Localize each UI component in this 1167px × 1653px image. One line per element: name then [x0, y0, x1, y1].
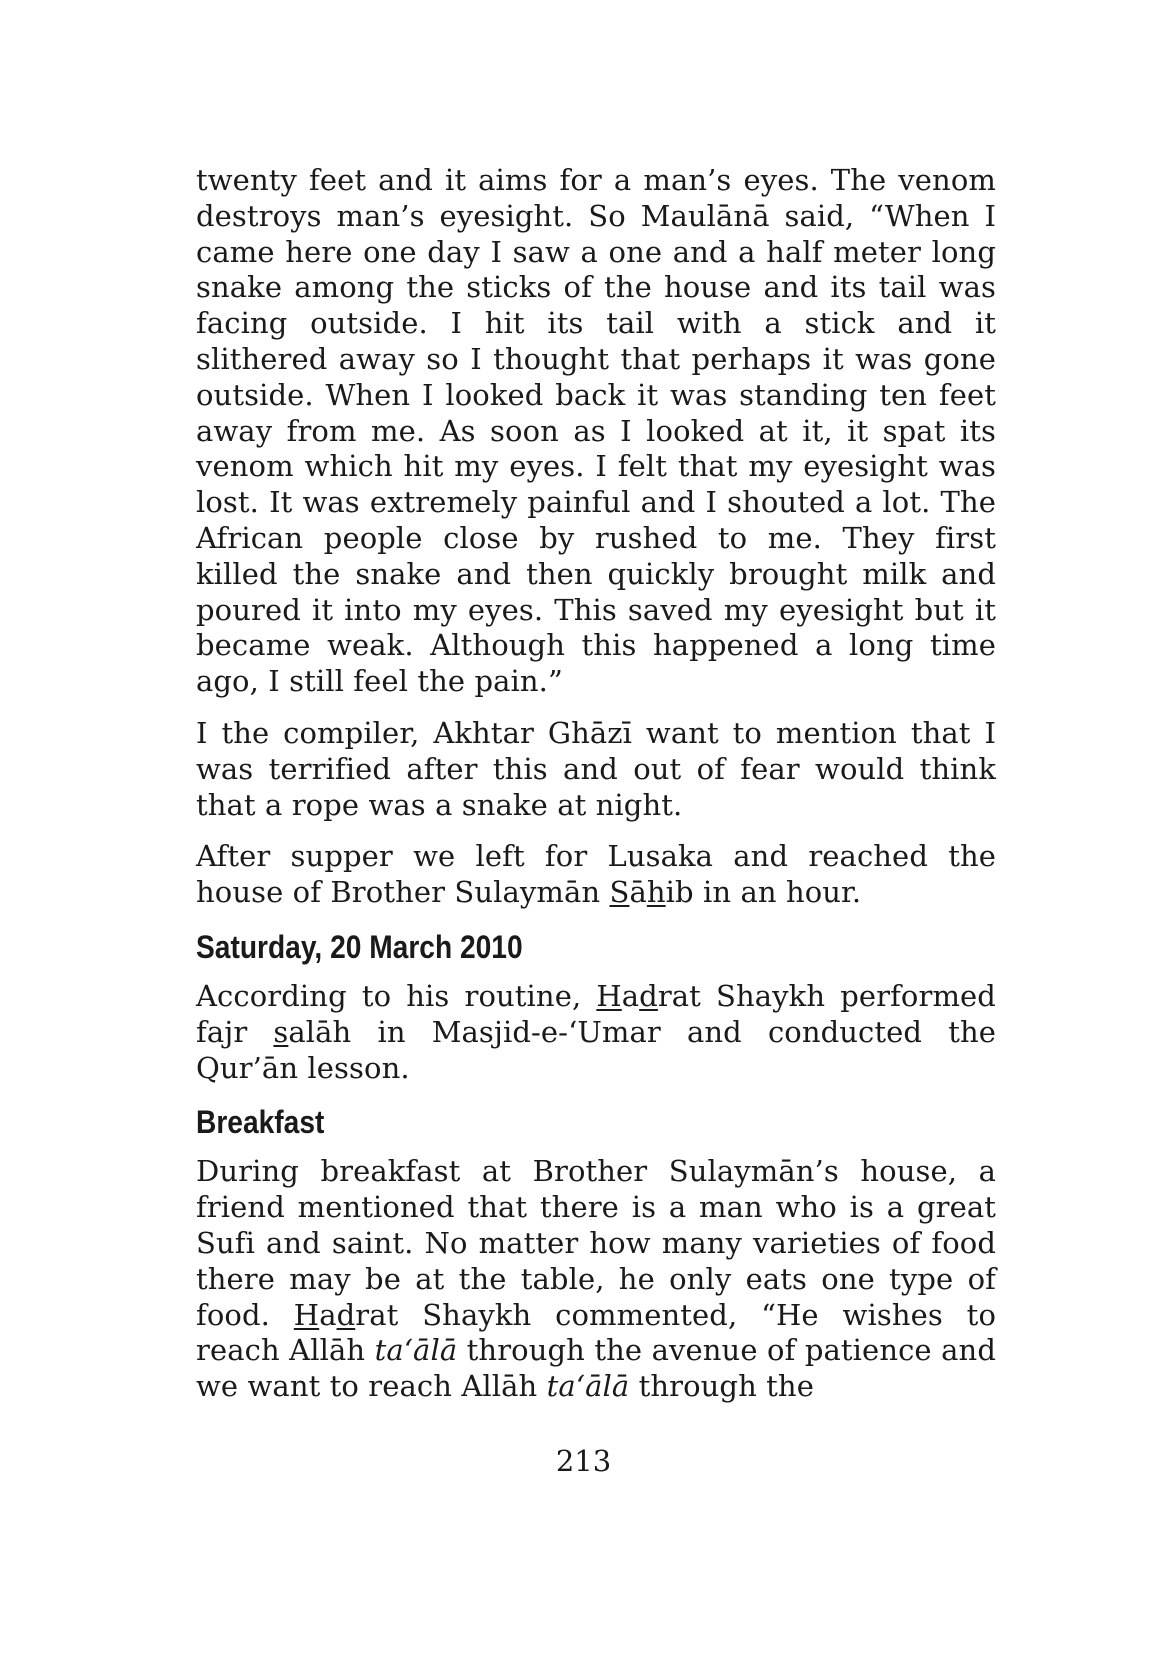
underlined-letter: S: [609, 875, 630, 910]
underlined-letter: d: [336, 1297, 356, 1332]
paragraph-compiler-note: I the compiler, Akhtar Ghāzī want to mention that I was terrified after this and out of fear would think that a rope was a snake at night.: [196, 715, 996, 822]
underlined-letter: H: [596, 978, 622, 1013]
page-body: [196, 163, 996, 1421]
heading-breakfast: Breakfast: [196, 1104, 325, 1141]
underlined-letter: d: [639, 978, 658, 1013]
paragraph-lusaka: After supper we left for Lusaka and reached the house of Brother Sulaymān Sāhib in an hour.: [196, 839, 996, 910]
heading-saturday: Saturday, 20 March 2010: [196, 928, 523, 965]
paragraph-fajr: According to his routine, Hadrat Shaykh performed fajr salāh in Masjid-e-‘Umar and conducted the Qur’ān lesson.: [196, 978, 996, 1085]
paragraph-snake-story: twenty feet and it aims for a man’s eyes. The venom destroys man’s eyesight. So Maulānā said, “When I came here one day I saw a one and a half meter long snake among the sticks of the house and its tail was facing outside. I hit its tail with a stick and it slithered away so I thought that perhaps it was gone outside. When I looked back it was standing ten feet away from me. As soon as I looked at it, it spat its venom which hit my eyes. I felt that my eyesight was lost. It was extremely painful and I shouted a lot. The African people close by rushed to me. They first killed the snake and then quickly brought milk and poured it into my eyes. This saved my eyesight but it became weak. Although this happened a long time ago, I still feel the pain.”: [196, 163, 996, 699]
page-number: 213: [555, 1444, 612, 1478]
underlined-letter: h: [646, 875, 666, 910]
underlined-letter: s: [273, 1014, 289, 1049]
italic-term: ta‘ālā: [374, 1333, 458, 1368]
underlined-letter: H: [293, 1297, 320, 1332]
italic-term: ta‘ālā: [546, 1369, 630, 1404]
paragraph-breakfast: During breakfast at Brother Sulaymān’s house, a friend mentioned that there is a man who is a great Sufi and saint. No matter how many varieties of food there may be at the table, he only eats one type of food. Hadrat Shaykh commented, “He wishes to reach Allāh ta‘ālā through the avenue of patience and we want to reach Allāh ta‘ālā through the: [196, 1154, 996, 1404]
